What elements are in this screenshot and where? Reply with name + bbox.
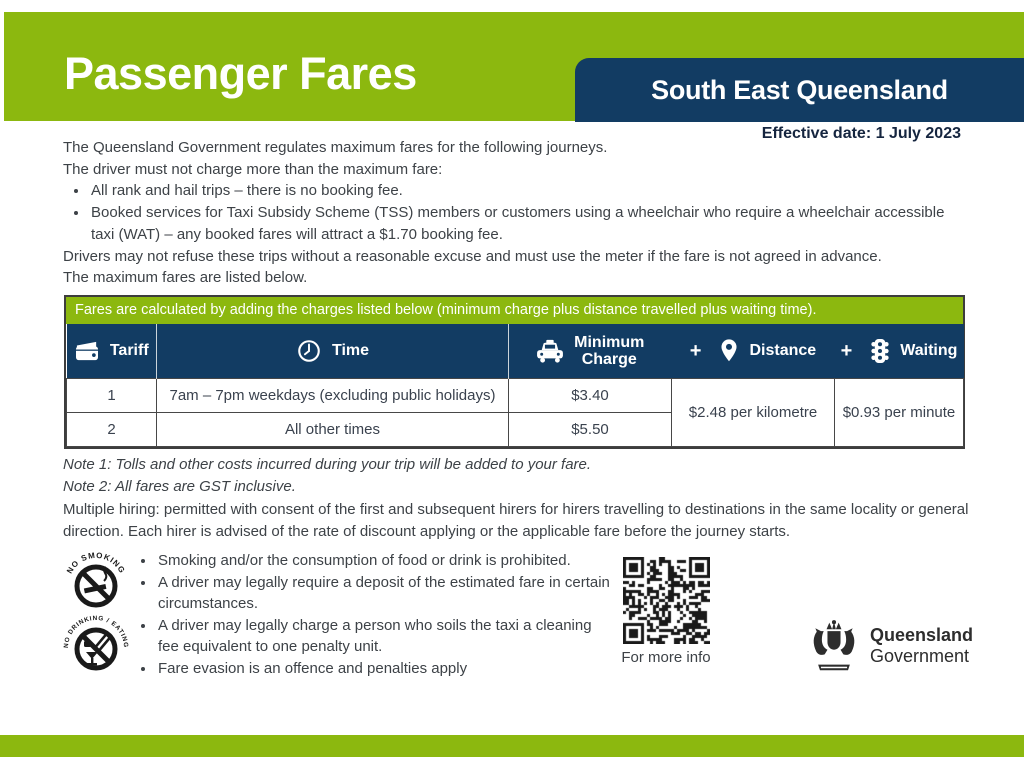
page-title: Passenger Fares: [64, 48, 417, 99]
plus-sign: +: [840, 339, 853, 362]
svg-text:NO DRINKING / EATING: NO DRINKING / EATING: [62, 614, 130, 649]
notes: [63, 454, 591, 497]
plus-sign: +: [689, 339, 702, 362]
col-label-time: Time: [331, 342, 370, 359]
logo-line-1: Queensland: [870, 625, 974, 645]
intro-para-4: The maximum fares are listed below.: [63, 269, 308, 287]
map-pin-icon: [718, 338, 740, 364]
col-label-distance: Distance: [749, 342, 817, 359]
logo-line-2: Government: [870, 646, 970, 666]
traffic-light-icon: [868, 338, 892, 364]
effective-date: Effective date: 1 July 2023: [761, 125, 961, 142]
rule-item: • A driver may legally charge a person who soils the taxi a cleaning fee equivalent to one penalty unit.: [156, 615, 614, 658]
rule-item: • Smoking and/or the consumption of food or drink is prohibited.: [156, 550, 614, 572]
distance-rate: $2.48 per kilometre: [672, 379, 835, 447]
note-2: Note 2: All fares are GST inclusive.: [63, 477, 296, 495]
multiple-hiring-text: Multiple hiring: permitted with consent of the first and subsequent hirers for hirers travelling to destinations in the same locality or general direction. Each hirer is advised of the rate of discount applying or the applicable fare before the journey starts.: [63, 501, 969, 540]
taxi-icon: [535, 339, 565, 363]
col-label-tariff: Tariff: [109, 342, 149, 359]
region-label: South East Queensland: [651, 74, 948, 105]
tariff-2-time: All other times: [157, 413, 509, 447]
tariff-1-time: 7am – 7pm weekdays (excluding public holidays): [157, 379, 509, 413]
col-header-tariff: [67, 324, 157, 379]
col-header-minimum-charge: [509, 324, 672, 379]
rules-list: [138, 550, 614, 679]
intro-text: [63, 137, 968, 289]
intro-bullet-list: [63, 180, 968, 245]
col-label-minimum-charge: Minimum Charge: [574, 334, 645, 368]
fare-table-header-row: [67, 324, 964, 379]
col-header-time: [157, 324, 509, 379]
intro-bullet: • All rank and hail trips – there is no booking fee.: [89, 180, 968, 202]
note-1: Note 1: Tolls and other costs incurred during your trip will be added to your fare.: [63, 456, 592, 473]
col-header-distance: [672, 324, 835, 379]
tariff-1-number: 1: [67, 379, 157, 413]
queensland-coat-of-arms-icon: [806, 618, 862, 674]
clock-icon: [296, 338, 322, 364]
fare-row-1: [67, 379, 964, 413]
qr-block: [610, 557, 722, 666]
footer-green-band: [0, 735, 1024, 757]
logo-text: [870, 625, 973, 667]
svg-text:NO SMOKING: NO SMOKING: [65, 550, 127, 576]
fare-table: [64, 295, 965, 449]
queensland-government-logo: [806, 618, 973, 674]
qr-code: [623, 557, 710, 644]
tariff-1-minimum-charge: $3.40: [509, 379, 672, 413]
intro-para-1: The Queensland Government regulates maximum fares for the following journeys.: [63, 139, 608, 156]
rule-item: • A driver may legally require a deposit of the estimated fare in certain circumstances.: [156, 572, 614, 615]
col-label-waiting: Waiting: [900, 342, 958, 359]
fare-table-caption: Fares are calculated by adding the charges listed below (minimum charge plus distance travelled plus waiting time).: [66, 297, 963, 324]
wallet-icon: [74, 340, 100, 362]
intro-para-2: The driver must not charge more than the maximum fare:: [63, 160, 443, 178]
region-banner: [575, 58, 1024, 122]
intro-bullet: • Booked services for Taxi Subsidy Scheme (TSS) members or customers using a wheelchair who require a wheelchair accessible taxi (WAT) – any booked fares will attract a $1.70 booking fee.: [89, 202, 968, 245]
tariff-2-minimum-charge: $5.50: [509, 413, 672, 447]
waiting-rate: $0.93 per minute: [835, 379, 964, 447]
intro-para-3: Drivers may not refuse these trips without a reasonable excuse and must use the meter if the fare is not agreed in advance.: [63, 247, 882, 265]
col-header-waiting: [835, 324, 964, 379]
qr-caption: For more info: [621, 649, 711, 666]
no-drinking-eating-icon: [62, 608, 130, 683]
tariff-2-number: 2: [67, 413, 157, 447]
fare-table-grid: [66, 324, 964, 447]
rule-item: • Fare evasion is an offence and penalties apply: [156, 658, 614, 680]
